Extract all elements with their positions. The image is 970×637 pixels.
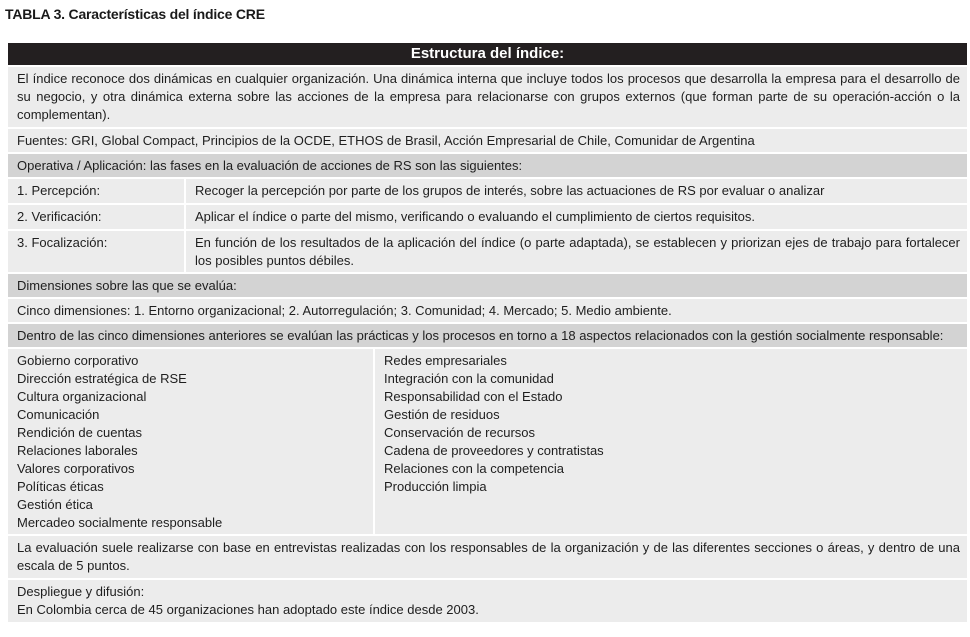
list-item: Cultura organizacional: [17, 389, 147, 404]
dimensiones-title: Dimensiones sobre las que se evalúa:: [17, 278, 237, 293]
list-item: Conservación de recursos: [384, 425, 536, 440]
list-item: Dirección estratégica de RSE: [17, 371, 187, 386]
list-item: Integración con la comunidad: [384, 371, 554, 386]
evaluacion-text: La evaluación suele realizarse con base en entrevistas realizadas con los responsables de la organización y de las diferentes secciones o áreas, y dentro de una escala de 5 puntos.: [17, 540, 960, 573]
phase-row-percepcion: [8, 177, 967, 203]
list-item: Producción limpia: [384, 479, 487, 494]
phase-label: 2. Verificación:: [8, 205, 186, 229]
list-item: Responsabilidad con el Estado: [384, 389, 563, 404]
list-item: Mercadeo socialmente responsable: [17, 515, 223, 530]
list-item: Gestión de residuos: [384, 407, 500, 422]
aspectos-right-column: [375, 349, 967, 534]
aspectos-intro-row: [8, 322, 967, 347]
phase-text: Recoger la percepción por parte de los grupos de interés, sobre las actuaciones de RS por evaluar o analizar: [195, 183, 825, 198]
dimensiones-title-row: [8, 272, 967, 297]
phase-text: En función de los resultados de la aplicación del índice (o parte adaptada), se establecen y priorizan ejes de trabajo para fortalecer los posibles puntos débiles.: [195, 235, 960, 268]
despliegue-text: En Colombia cerca de 45 organizaciones han adoptado este índice desde 2003.: [17, 602, 479, 617]
aspectos-lists: [8, 347, 967, 534]
phase-row-verificacion: [8, 203, 967, 229]
despliegue-row: [8, 578, 967, 622]
list-item: Políticas éticas: [17, 479, 104, 494]
dimensiones-text: Cinco dimensiones: 1. Entorno organizacional; 2. Autorregulación; 3. Comunidad; 4. Mercado; 5. Medio ambiente.: [17, 303, 672, 318]
list-item: Valores corporativos: [17, 461, 135, 476]
cre-table: [8, 43, 967, 622]
list-item: Comunicación: [17, 407, 100, 422]
table-caption: TABLA 3. Características del índice CRE: [5, 6, 265, 22]
evaluacion-row: [8, 534, 967, 578]
list-item: Cadena de proveedores y contratistas: [384, 443, 604, 458]
dimensiones-row: [8, 297, 967, 322]
table-header: Estructura del índice:: [8, 43, 967, 65]
list-item: Relaciones laborales: [17, 443, 138, 458]
aspectos-left-column: [8, 349, 375, 534]
phase-row-focalizacion: [8, 229, 967, 272]
operativa-text: Operativa / Aplicación: las fases en la evaluación de acciones de RS son las siguientes:: [17, 158, 523, 173]
intro-text: El índice reconoce dos dinámicas en cualquier organización. Una dinámica interna que incluye todos los procesos que desarrolla la empresa para el desarrollo de su negocio, y otra dinámica externa sobre las acciones de la empresa para relacionarse con grupos externos (que forman parte de su operación-acción o la complementan).: [17, 71, 960, 122]
operativa-row: [8, 152, 967, 177]
list-item: Redes empresariales: [384, 353, 507, 368]
list-item: Rendición de cuentas: [17, 425, 143, 440]
despliegue-title: Despliegue y difusión:: [17, 584, 145, 599]
list-item: Gobierno corporativo: [17, 353, 139, 368]
intro-row: [8, 65, 967, 127]
fuentes-text: Fuentes: GRI, Global Compact, Principios de la OCDE, ETHOS de Brasil, Acción Empresarial de Chile, Comunidar de Argentina: [17, 133, 755, 148]
list-item: Relaciones con la competencia: [384, 461, 564, 476]
phase-text: Aplicar el índice o parte del mismo, verificando o evaluando el cumplimiento de ciertos requisitos.: [195, 209, 756, 224]
phase-label: 1. Percepción:: [8, 179, 186, 203]
phase-label: 3. Focalización:: [8, 231, 186, 272]
fuentes-row: [8, 127, 967, 152]
aspectos-intro: Dentro de las cinco dimensiones anteriores se evalúan las prácticas y los procesos en torno a 18 aspectos relacionados con la gestión socialmente responsable:: [17, 328, 944, 343]
list-item: Gestión ética: [17, 497, 93, 512]
